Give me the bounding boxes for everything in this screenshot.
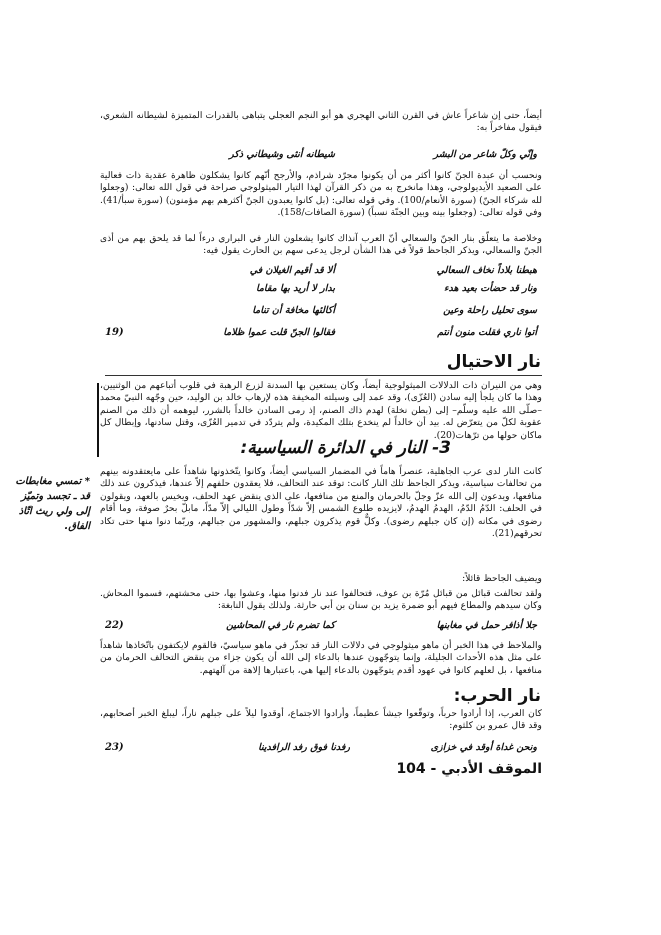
verse-line: [105, 742, 537, 756]
paragraph-7: ولقد تحالفت قبائل من قبائل مُرّة بن عوف، فتحالفوا عند نار فدنوا منها، وعشوا بها، حتى محشتهم، فسموا المحاش. وكان سيدهم والمطاع فيهم أبو ضمرة يزيد بن سنان بن أبي حارثة. ولذلك يقول النابغة:: [100, 588, 542, 612]
paragraph-block: [100, 466, 542, 540]
verse-hemistich-right: هبطنا بلاداً نخاف السعالي: [436, 265, 537, 276]
verse-hemistich-left: كما تضرم نار في المحاشين: [226, 620, 335, 631]
verse-line: [105, 305, 537, 319]
verse-line: [105, 149, 537, 163]
verse-hemistich-right: سوى تحليل راحلة وعين: [443, 305, 537, 316]
section-heading: 3- النار في الدائرة السياسية:: [240, 438, 451, 458]
page-footer: الموقف الأدبي - 104: [396, 761, 542, 777]
paragraph-block: [100, 588, 542, 613]
section-heading: نار الحرب:: [453, 686, 541, 706]
intro-paragraph: [100, 110, 542, 135]
verse-hemistich-left: بدار لا أريد بها مقاما: [255, 283, 335, 294]
margin-bar: [97, 383, 99, 457]
paragraph-block: [100, 708, 542, 733]
paragraph-2: ونحسب أن عبدة الجنّ كانوا أكثر من أن يكونوا مجرّد شراذم، والأرجح أنّهم كانوا يشكلون ظاهرة عقدية ذات فعالية على الصعيد الأيديولوجي، وهذا مانخرج به من ذكر القرآن لهذا التيار الميثولوجي صراحة في قول الله تعالى: (وجعلوا لله شركاء الجنّ) (سورة الأنعام/100). وفي قوله تعالى: (بل كانوا يعبدون الجنّ أكثرهم بهم مؤمنون) (سورة سبأ/41). وفي قوله تعالى: (وجعلوا بينه وبين الجنّة نسباً) (سورة الصافات/158).: [100, 170, 542, 219]
verse-hemistich-right: وإنّي وكلّ شاعر من البشر: [433, 149, 537, 160]
verse-line: [105, 265, 537, 279]
paragraph-block: [100, 170, 542, 220]
paragraph-9: كان العرب، إذا أرادوا حرباً، وتوقّعوا جيشاً عظيماً، وأرادوا الاجتماع، أوقدوا ليلاً على جبلهم ناراً، ليبلغ الخبر أصحابهم، وقد قال عمرو بن كلثوم:: [100, 708, 542, 732]
verse-line: [105, 327, 537, 341]
verse-hemistich-left: رفدنا فوق رفد الرافدينا: [258, 742, 350, 753]
divider: [105, 375, 542, 376]
paragraph-4: وهي من النيران ذات الدلالات الميثولوجية أيضاً، وكان يستعين بها السدنة لزرع الرهبة في قلوب أتباعهم من الوثنيين، وهذا ما كان يلجأ إليه سادن (العُزّى)، وقد عمد إلى وسيلته المخيفة هذه لإرهاب خالد بن الوليد، حين وجّهه النبيّ محمد –صلّى الله عليه وسلّم– إلى (بطن نخلة) لهدم ذاك الصنم، إذ رمى السادن خالداً بالشرر، ليوهمه أن ذلك من الصنم عقوبة لكلّ من يتعرّض له. بيد أن خالداً لم ينخدع بتلك المكيدة، ولم يتردّد في تدمير العُزّى، وقتل سادنها، وإبطال كل ماكان حولها من ترّهات(20).: [100, 380, 542, 441]
verse-hemistich-left: ألا قد أقيم الغيلان في: [249, 265, 335, 276]
verse-hemistich-left: شيطانه أنثى وشيطاني ذكر: [229, 149, 335, 160]
paragraph-block: [100, 573, 542, 585]
paragraph-block: [100, 380, 542, 442]
paragraph-1: أيضاً، حتى إن شاعراً عاش في القرن الثاني الهجري هو أبو النجم العجلي يتباهى بالقدرات المتميزة لشيطانه الشعري، فيقول مفاخراً به:: [100, 110, 542, 134]
verse-hemistich-right: ونحن غداة أوقد في خزازى: [430, 742, 537, 753]
paragraph-5: كانت النار لدى عرب الجاهلية، عنصراً هاماً في المضمار السياسي أيضاً، وكانوا يتّخذونها شاهداً على مايعتقدونه بينهم من تحالفات سياسية، ويذكر الجاحظ تلك النار كانت: توقد عند التحالف، فلا يعقدون حلفهم إلاّ عندها، فيذكرون عند ذلك منافعها، ويدعون إلى الله عزّ وجلّ بالحرمان والمنع من منافعها، على الذي ينقض عهد الحلف، ويخيس بالعهد، ويقولون في الحلف: الدّمُ الدّمُ، الهدمُ الهدمُ، لايزيده طلوع الشمس إلاّ شدّاً وطول الليالي إلاّ مدّاً، مابلّ بحرٌ صوفة، وما أقام رضوى في مكانه (إن كان جبلهم رضوى). وكلٌّ قوم يذكرون جبلهم، والمشهور من جبالهم، وربّما دنوا منها حتى تكاد تحرقهم(21).: [100, 466, 542, 540]
verse-line: [105, 620, 537, 634]
paragraph-block: [100, 233, 542, 258]
paragraph-block: [100, 640, 542, 677]
paragraph-6: ويضيف الجاحظ قائلاً:: [462, 573, 542, 584]
verse-hemistich-left: فقالوا الجنّ قلت عموا ظلاما: [223, 327, 335, 338]
verse-hemistich-left: أكالئها مخافة أن تناما: [252, 305, 335, 316]
paragraph-3: وخلاصة ما يتعلّق بنار الجنّ والسعالي أنّ العرب آنذاك كانوا يشعلون النار في البراري درءاً لما قد يلحق بهم من أذى الجنّ والسعالي، ويذكر الجاحظ قولاً في هذا الشأن لرجل يدعى سهم بن الحارث يقول فيه:: [100, 233, 542, 257]
footnote-ref: (22: [105, 620, 124, 631]
verse-hemistich-right: أتوا ناري فقلت منون أنتم: [437, 327, 537, 338]
sidebar-note: * تمسي مغابطات قد ـ تجسد وتميّز إلى ولي ريث اتّاذ الفاق.: [15, 476, 90, 532]
verse-hemistich-right: جلا أذافر حمل في مغابنها: [436, 620, 537, 631]
paragraph-8: والملاحظ في هذا الخبر أن ماهو ميثولوجي في دلالات النار قد تجذّر في ماهو سياسيّ، فالقوم لايكتفون باتّخاذها شاهداً على مثل هذه الأحداث الجليلة، وإنما يتوجّهون عندها بالدعاء إلى الله أن يكون جزاء من ينقض التحالف الحرمان من منافعها ، بل لعلهم كانوا في عهود أقدم يتوجّهون بالدعاء إليها هي، باعتبارها إلاهة من آلهتهم.: [100, 640, 542, 676]
footnote-ref: (23: [105, 742, 124, 753]
verse-line: [105, 283, 537, 297]
section-heading: نار الاحتيال: [446, 352, 541, 372]
verse-hemistich-right: ونار قد حضأت بعيد هدء: [444, 283, 537, 294]
footnote-ref: (19: [105, 327, 124, 338]
